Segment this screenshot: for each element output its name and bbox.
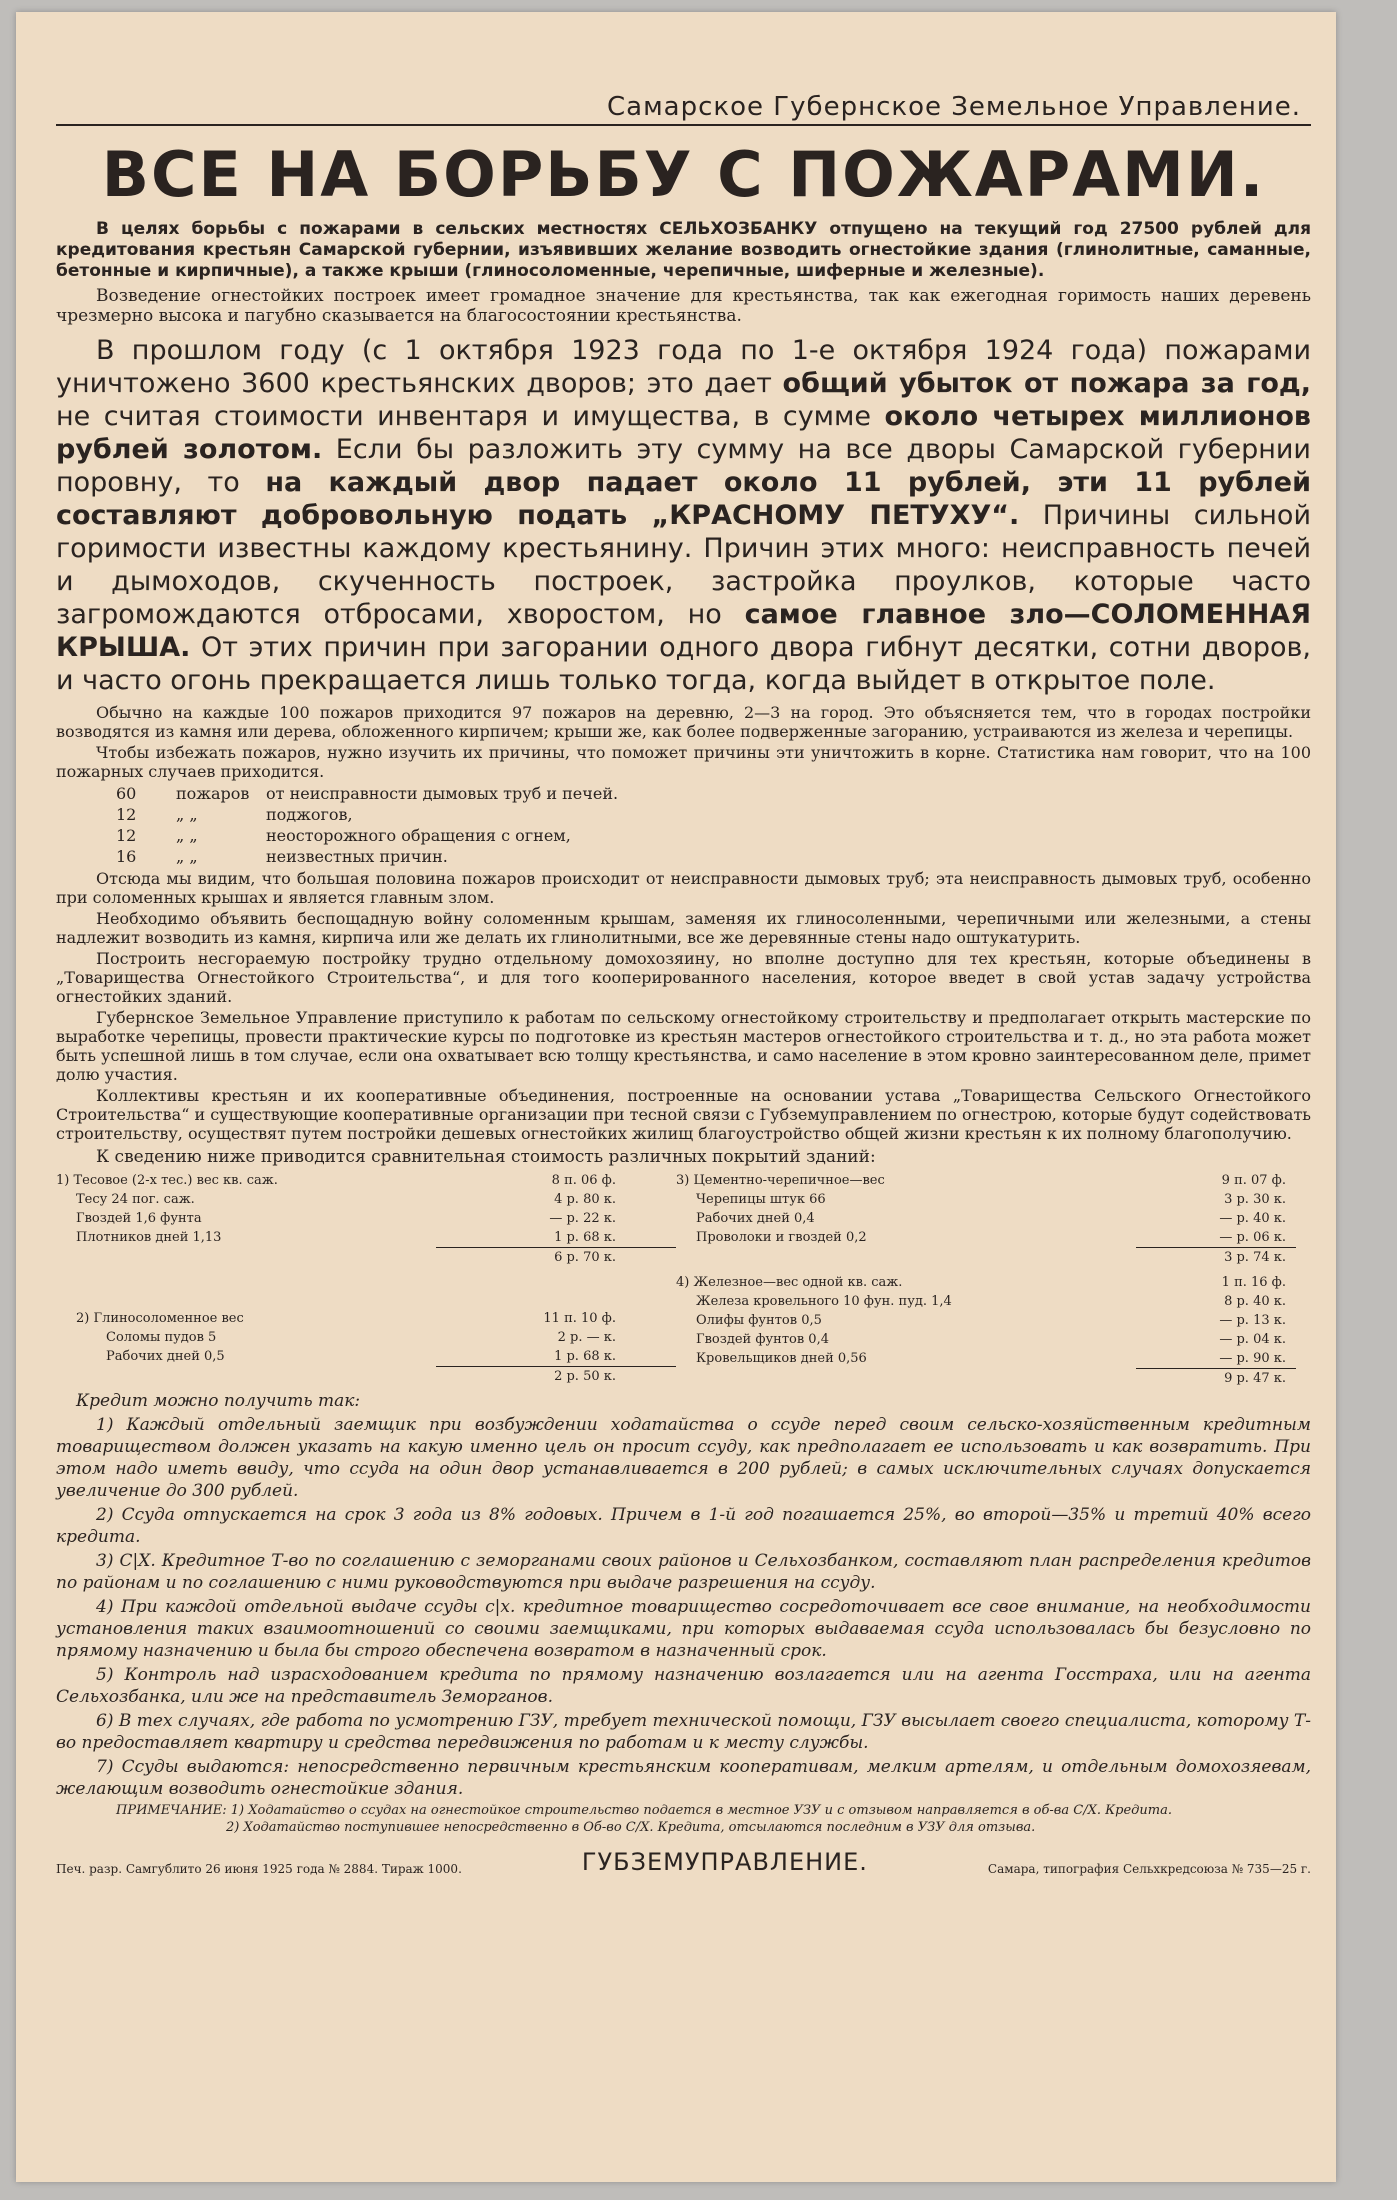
- print-permission: Печ. разр. Самгублито 26 июня 1925 года № 2884. Тираж 1000.: [56, 1862, 462, 1876]
- credit-item: 7) Ссуды выдаются: непосредственно первичным крестьянским кооперативам, мелким артелям, и отдельным домохозяевам, желающим возводить огнестойкие здания.: [56, 1757, 1311, 1799]
- credit-item: 4) При каждой отдельной выдаче ссуды с|х. кредитное товарищество сосредоточивает все свое внимание, на необходимости установления таких взаимоотношений со своими заемщиками, при которых выдаваемая ссуда использовалась бы безусловно по прямому назначению и была бы строго обеспечена возвратом в назначенный срок.: [56, 1597, 1311, 1661]
- cost-block: [56, 1171, 676, 1267]
- paragraph-cooperatives: Построить несгораемую постройку трудно отдельному домохозяину, но вполне доступно для тех крестьян, которые объединены в „Товарищества Огнестойкого Строительства“, и для того кооперированного населения, которое введет в свой устав задачу устройства огнестойких зданий.: [56, 949, 1311, 1006]
- organization-header: Самарское Губернское Земельное Управление.: [56, 92, 1311, 126]
- cost-item: Плотников дней 1,13 1 р. 68 к.: [76, 1230, 616, 1245]
- credit-item: 2) Ссуда отпускается на срок 3 года из 8% годовых. Причем в 1-й год погашается 25%, во второй—35% и третий 40% всего кредита.: [56, 1505, 1311, 1547]
- cost-item: 3) Цементно-черепичное—вес 9 п. 07 ф.: [676, 1173, 1286, 1188]
- costs-left-column: [56, 1171, 676, 1388]
- cost-item: Гвоздей 1,6 фунта — р. 22 к.: [76, 1211, 616, 1226]
- cost-item: Железа кровельного 10 фун. пуд. 1,4 8 р. 40 к.: [696, 1294, 1286, 1309]
- cost-sum: 3 р. 74 к.: [1136, 1247, 1296, 1267]
- costs-heading: К сведению ниже приводится сравнительная стоимость различных покрытий зданий:: [96, 1147, 876, 1167]
- cost-sum: 2 р. 50 к.: [436, 1366, 676, 1386]
- cost-block: [56, 1309, 676, 1386]
- fire-statistics-list: [116, 783, 1311, 867]
- cost-sum: 6 р. 70 к.: [436, 1247, 676, 1267]
- cost-item: 1) Тесовое (2-х тес.) вес кв. саж. 8 п. 06 ф.: [56, 1173, 616, 1188]
- stat-row: 12 „ „ неосторожного обращения с огнем,: [116, 826, 571, 845]
- cost-item: Тесу 24 пог. саж. 4 р. 80 к.: [76, 1192, 616, 1207]
- credit-item: 5) Контроль над израсходованием кредита по прямому назначению возлагается или на агента Госстраха, или на агента Сельхозбанка, или же на представитель Земорганов.: [56, 1665, 1311, 1707]
- cost-item: Гвоздей фунтов 0,4 — р. 04 к.: [696, 1332, 1286, 1347]
- stat-row: 60 пожаров от неисправности дымовых труб и печей.: [116, 784, 619, 803]
- paragraph-war-on-straw: Необходимо объявить беспощадную войну соломенным крышам, заменяя их глиносоленными, черепичными или железными, а стены надлежит возводить из камня, кирпича или же делать их глинолитными, все же деревянные стены надо оштукатурить.: [56, 909, 1311, 947]
- cost-item: 2) Глиносоломенное вес 11 п. 10 ф.: [76, 1311, 616, 1326]
- stat-row: 12 „ „ поджогов,: [116, 805, 353, 824]
- poster-title: ВСЕ НА БОРЬБУ С ПОЖАРАМИ.: [101, 138, 1266, 211]
- note-2: 2) Ходатайство поступившее непосредственно в Об-во С/Х. Кредита, отсылаются последним в УЗУ для отзыва.: [226, 1820, 1036, 1835]
- lead-paragraph: В целях борьбы с пожарами в сельских местностях СЕЛЬХОЗБАНКУ отпущено на текущий год 27500 рублей для кредитования крестьян Самарской губернии, изъявивших желание возводить огнестойкие здания (глинолитные, саманные, бетонные и кирпичные), а также крыши (глиносоломенные, черепичные, шиферные и железные).: [56, 219, 1311, 281]
- credit-item: 3) С|Х. Кредитное Т-во по соглашению с земорганами своих районов и Сельхозбанком, составляют план распределения кредитов по районам и по соглашению с ними руководствуются при выдаче разрешения на ссуду.: [56, 1551, 1311, 1593]
- cost-block: [676, 1273, 1296, 1388]
- printer-imprint: Самара, типография Сельхкредсоюза № 735—25 г.: [987, 1862, 1311, 1876]
- note-1: ПРИМЕЧАНИЕ: 1) Ходатайство о ссудах на огнестойкое строительство подается в местное УЗУ и с отзывом направляется в об-ва С/Х. Кредита.: [116, 1803, 1172, 1818]
- costs-right-column: [676, 1171, 1296, 1388]
- paragraph-fire-ratio: Обычно на каждые 100 пожаров приходится 97 пожаров на деревню, 2—3 на город. Это объясняется тем, что в городах постройки возводятся из камня или дерева, обложенного кирпичем; крыши же, как более подверженные загоранию, устраиваются из железа и черепицы.: [56, 703, 1311, 741]
- paragraph-gzu-work: Губернское Земельное Управление приступило к работам по сельскому огнестойкому строительству и предполагает открыть мастерские по выработке черепицы, провести практические курсы по подготовке из крестьян мастеров огнестойкого строительства и т. д., но эта работа может быть успешной лишь в том случае, если она охватывает всю толщу крестьянства, и само население в этом кровно заинтересованном деле, примет долю участия.: [56, 1008, 1311, 1084]
- stat-row: 16 „ „ неизвестных причин.: [116, 847, 448, 866]
- paragraph-conclusion: Отсюда мы видим, что большая половина пожаров происходит от неисправности дымовых труб; эта неисправность дымовых труб, особенно при соломенных крышах и является главным злом.: [56, 869, 1311, 907]
- cost-item: Соломы пудов 5 2 р. — к.: [106, 1330, 616, 1345]
- cost-item: Рабочих дней 0,4 — р. 40 к.: [696, 1211, 1286, 1226]
- paragraph-significance: Возведение огнестойких построек имеет громадное значение для крестьянства, так как ежегодная горимость наших деревень чрезмерно высока и пагубно сказывается на благосостоянии крестьянства.: [56, 286, 1311, 326]
- cost-block: [676, 1171, 1296, 1267]
- poster-footer: [56, 1848, 1311, 1876]
- cost-item: Олифы фунтов 0,5 — р. 13 к.: [696, 1313, 1286, 1328]
- credit-item: 6) В тех случаях, где работа по усмотрению ГЗУ, требует технической помощи, ГЗУ высылает своего специалиста, которому Т-во предоставляет квартиру и средства передвижения по работам и к месту службы.: [56, 1711, 1311, 1753]
- cost-item: Кровельщиков дней 0,56 — р. 90 к.: [696, 1351, 1286, 1366]
- paragraph-statistics: Чтобы избежать пожаров, нужно изучить их причины, что поможет причины эти уничтожить в корне. Статистика нам говорит, что на 100 пожарных случаев приходится.: [56, 743, 1311, 781]
- publisher-name: ГУБЗЕМУПРАВЛЕНИЕ.: [581, 1848, 868, 1876]
- cost-item: 4) Железное—вес одной кв. саж. 1 п. 16 ф.: [676, 1275, 1286, 1290]
- credit-item: 1) Каждый отдельный заемщик при возбуждении ходатайства о ссуде перед своим сельско-хозяйственным кредитным товариществом должен указать на какую именно цель он просит ссуду, как предполагает ее использовать и как возвратить. При этом надо иметь ввиду, что ссуда на один двор устанавливается в 200 рублей; в самых исключительных случаях допускается увеличение до 300 рублей.: [56, 1415, 1311, 1501]
- cost-sum: 9 р. 47 к.: [1136, 1368, 1296, 1388]
- poster-content: [56, 92, 1311, 1876]
- costs-table: [56, 1171, 1311, 1388]
- cost-item: Черепицы штук 66 3 р. 30 к.: [696, 1192, 1286, 1207]
- credit-heading: Кредит можно получить так:: [76, 1391, 361, 1411]
- paragraph-collectives: Коллективы крестьян и их кооперативные объединения, построенные на основании устава „Товарищества Сельского Огнестойкого Строительства“ и существующие кооперативные организации при тесной связи с Губземуправлением по огнестрою, которые будут содействовать строительству, осуществят путем постройки дешевых огнестойких жилищ благоустройство общей жизни крестьян к их полному благополучию.: [56, 1086, 1311, 1143]
- cost-item: Проволоки и гвоздей 0,2 — р. 06 к.: [696, 1230, 1286, 1245]
- big-paragraph: В прошлом году (с 1 октября 1923 года по 1-е октября 1924 года) пожарами уничтожено 3600 крестьянских дворов; это дает общий убыток от пожара за год, не считая стоимости инвентаря и имущества, в сумме около четырех миллионов рублей золотом. Если бы разложить эту сумму на все дворы Самарской губернии поровну, то на каждый двор падает около 11 рублей, эти 11 рублей составляют добровольную подать „КРАСНОМУ ПЕТУХУ“. Причины сильной горимости известны каждому крестьянину. Причин этих много: неисправность печей и дымоходов, скученность построек, застройка проулков, которые часто загромождаются отбросами, хворостом, но самое главное зло—СОЛОМЕННАЯ КРЫША. От этих причин при загорании одного двора гибнут десятки, сотни дворов, и часто огонь прекращается лишь только тогда, когда выйдет в открытое поле.: [56, 335, 1312, 696]
- poster-sheet: [16, 12, 1336, 2182]
- cost-item: Рабочих дней 0,5 1 р. 68 к.: [106, 1349, 616, 1364]
